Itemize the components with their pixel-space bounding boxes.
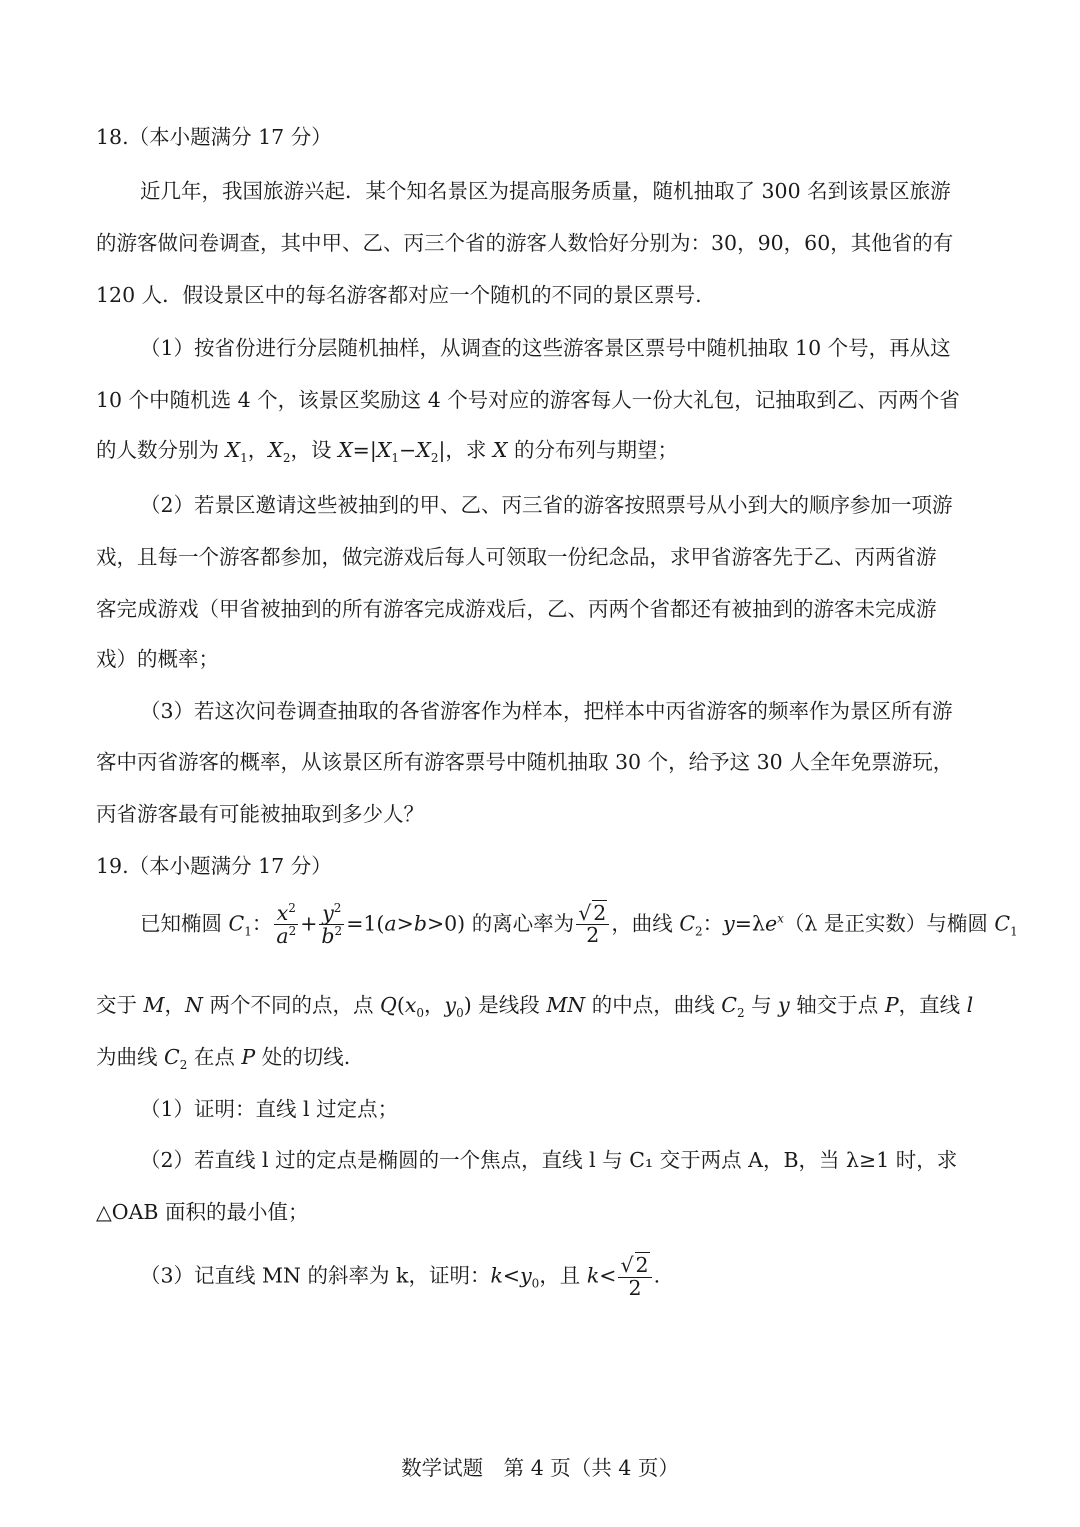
q18-sub1-line: 的人数分别为 $X_1$，$X_2$，设 $X=|X_1-X_2|$，求 X 的分布列与期望；: [96, 438, 679, 466]
q18-header: 18.（本小题满分 17 分）: [96, 125, 332, 149]
q19-sub3-line: （3）记直线 MN 的斜率为 k，证明：$k<y_0$，且 k< $\frac{√2}{2}$ .: [140, 1253, 661, 1300]
q19-sub2-line: （2）若直线 l 过的定点是椭圆的一个焦点，直线 l 与 C₁ 交于两点 A，B，当 λ≥1 时，求: [140, 1148, 958, 1172]
q19-paragraph-line: 交于 M，N 两个不同的点，点 $Q(x_0$，$y_0$) 是线段 MN 的中点，曲线 $C_2$ 与 y 轴交于点 P，直线 l: [96, 993, 974, 1021]
q18-sub1-line: 10 个中随机选 4 个，该景区奖励这 4 个号对应的游客每人一份大礼包，记抽取到乙、丙两个省: [96, 388, 960, 412]
q18-sub2-line: 客完成游戏（甲省被抽到的所有游客完成游戏后，乙、丙两个省都还有被抽到的游客未完成游: [96, 597, 937, 621]
q18-paragraph-line: 的游客做问卷调查，其中甲、乙、丙三个省的游客人数恰好分别为：30，90，60，其他省的有: [96, 231, 954, 255]
q18-sub3-line: 丙省游客最有可能被抽取到多少人？: [96, 802, 424, 826]
q19-paragraph-line: 为曲线 $C_2$ 在点 P 处的切线.: [96, 1045, 351, 1073]
q18-sub3-line: 客中丙省游客的概率，从该景区所有游客票号中随机抽取 30 个，给予这 30 人全年免票游玩，: [96, 750, 954, 774]
q19-sub2-line: △OAB 面积的最小值；: [96, 1200, 309, 1224]
q19-sub1-line: （1）证明：直线 l 过定点；: [140, 1097, 399, 1121]
q18-sub2-line: 戏）的概率；: [96, 647, 219, 671]
q19-header: 19.（本小题满分 17 分）: [96, 854, 332, 878]
q18-sub2-line: 戏，且每一个游客都参加，做完游戏后每人可领取一份纪念品，求甲省游客先于乙、丙两省游: [96, 545, 937, 569]
page-footer: 数学试题 第 4 页（共 4 页）: [401, 1456, 679, 1480]
q18-sub2-line: （2）若景区邀请这些被抽到的甲、乙、丙三省的游客按照票号从小到大的顺序参加一项游: [140, 493, 953, 517]
q18-sub1-line: （1）按省份进行分层随机抽样，从调查的这些游客景区票号中随机抽取 10 个号，再从这: [140, 336, 951, 360]
q18-paragraph-line: 近几年，我国旅游兴起．某个知名景区为提高服务质量，随机抽取了 300 名到该景区旅游: [140, 179, 951, 203]
q18-paragraph-line: 120 人．假设景区中的每名游客都对应一个随机的不同的景区票号.: [96, 283, 702, 307]
q18-sub3-line: （3）若这次问卷调查抽取的各省游客作为样本，把样本中丙省游客的频率作为景区所有游: [140, 699, 953, 723]
q19-paragraph-line: 已知椭圆 $C_1$： $\frac{x^2}{a^2}$ + $\frac{y^2}{b^2}$ =1(a>b>0) 的离心率为 $\frac{√2}{2}$ ，曲线 $C_2$：$y=\lambda e^x(\lambda$ 是正实数）与椭圆 $C_1$: [140, 900, 1018, 949]
